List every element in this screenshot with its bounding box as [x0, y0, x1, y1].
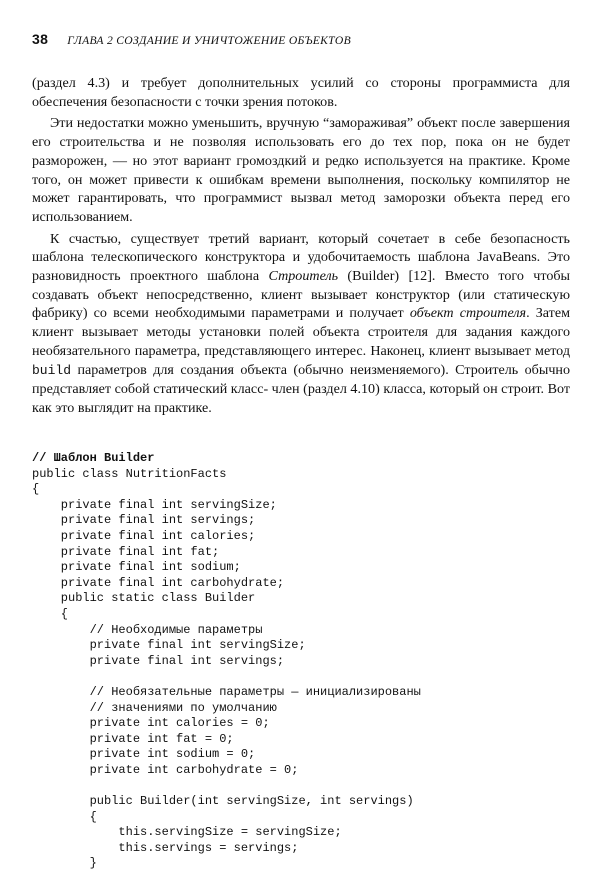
code-line: private final int sodium; [32, 560, 241, 575]
code-line [32, 669, 570, 685]
code-listing [32, 451, 570, 872]
page-header [32, 31, 572, 47]
body-text [32, 74, 570, 418]
code-line: public static class Builder [32, 591, 256, 606]
code-line: { [32, 606, 69, 621]
inline-code-build: build [32, 362, 72, 378]
code-line: public Builder(int servingSize, int servings) [32, 794, 414, 809]
code-line: this.servings = servings; [32, 840, 299, 855]
code-line: private int sodium = 0; [32, 747, 256, 762]
code-line: private final int servingSize; [32, 497, 277, 512]
code-line: private final int servingSize; [32, 638, 306, 653]
code-line: private final int carbohydrate; [32, 575, 285, 590]
code-line [32, 778, 570, 794]
code-line: public class NutritionFacts [32, 466, 227, 481]
paragraph-2: Эти недостатки можно уменьшить, вручную “замораживая” объект после завершения его строительства и не позволяя использовать его до тех пор, пока он не будет разморожен, — но этот вариант громоздкий и редко используется на практике. Кроме того, он может привести к ошибкам времени выполнения, поскольку компилятор не может гарантировать, что программист вызвал метод заморозки объекта перед его использованием. [32, 115, 570, 225]
code-line: { [32, 482, 40, 497]
code-line: private int fat = 0; [32, 731, 234, 746]
running-title: ГЛАВА 2 СОЗДАНИЕ И УНИЧТОЖЕНИЕ ОБЪЕКТОВ [67, 34, 351, 47]
paragraph-3-text-1: К счастью, существует третий вариант, который сочетает в себе безопасность шаблона телескопического конструктора и удобочитаемость шаблона JavaBeans. Это разновидность проектного шаблона [32, 230, 570, 285]
paragraph-3-text-2: (Builder) [12]. Вместо того чтобы создавать объект непосредственно, клиент вызывает конструктор (или статическую фабрику) со всеми необходимыми параметрами и получает [32, 268, 571, 322]
paragraph-3 [32, 230, 570, 418]
paragraph-1: (раздел 4.3) и требует дополнительных усилий со стороны программиста для обеспечения безопасности с точки зрения потоков. [32, 75, 570, 110]
page-number: 38 [32, 31, 49, 47]
builder-object-term-italic: объект строителя [409, 305, 527, 322]
code-line: private final int servings; [32, 653, 285, 668]
code-line: // значениями по умолчанию [32, 700, 277, 715]
paragraph-3-text-4: параметров для создания объекта (обычно неизменяемого). Строитель обычно представляет собой статический класс- член (раздел 4.10) класса, который он строит. Вот как это выглядит на практике. [32, 361, 570, 416]
code-line: { [32, 809, 97, 824]
builder-term-italic: Строитель [268, 268, 339, 285]
code-line: // Необходимые параметры [32, 622, 263, 637]
paragraph-3-text-3: . Затем клиент вызывает методы установки полей объекта строителя для задания каждого необязательного параметра, представляющего интерес. Наконец, клиент вызывает метод [32, 305, 570, 359]
code-line: // Необязательные параметры — инициализированы [32, 684, 421, 699]
code-line: private int calories = 0; [32, 716, 270, 731]
code-line: private final int fat; [32, 544, 220, 559]
code-line: // Шаблон Builder [32, 451, 155, 465]
code-line: this.servingSize = servingSize; [32, 825, 342, 840]
code-line: private final int servings; [32, 513, 256, 528]
code-line: } [32, 856, 97, 871]
code-line: private final int calories; [32, 528, 256, 543]
code-line: private int carbohydrate = 0; [32, 762, 299, 777]
